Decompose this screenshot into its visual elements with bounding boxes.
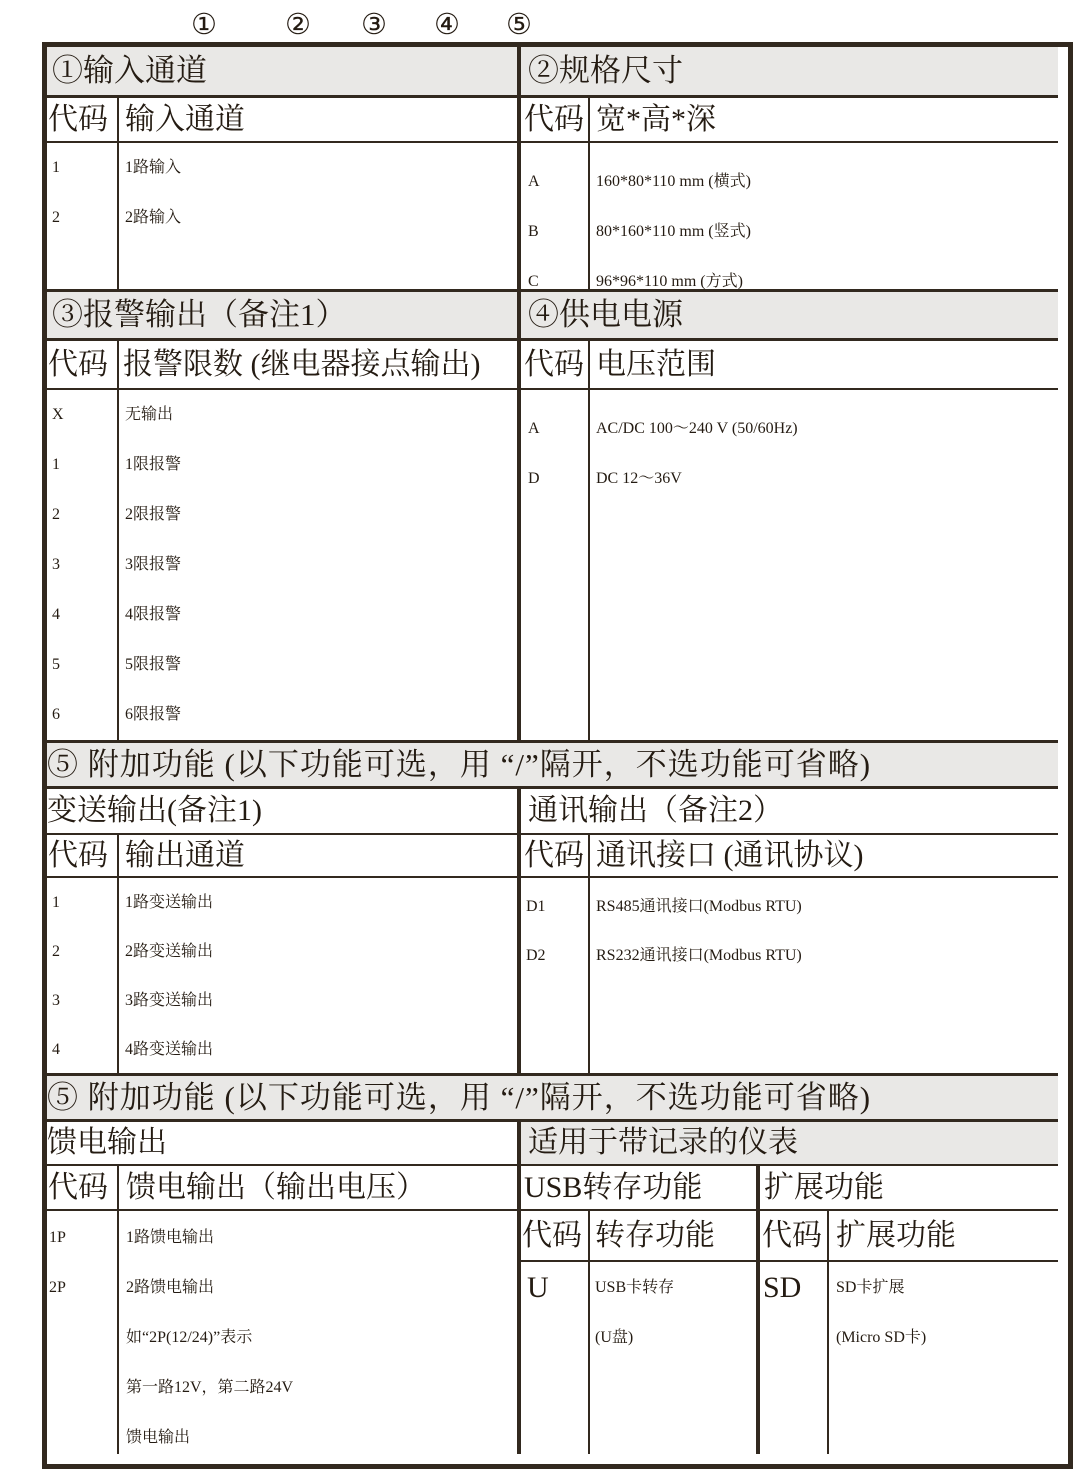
desc-cell: 无输出 — [125, 406, 174, 423]
section1-desc-header: 输入通道 — [125, 103, 245, 136]
section3-code-column — [52, 390, 64, 740]
desc-cell: AC/DC 100～240 V (50/60Hz) — [596, 420, 798, 437]
ext-desc-cell — [836, 1263, 926, 1363]
section4-code-header: 代码 — [524, 348, 584, 381]
comm-desc-column — [596, 882, 802, 980]
code-cell: A — [528, 173, 540, 190]
addon-banner-2: ⑤ 附加功能 (以下功能可选，用 “/”隔开，不选功能可省略) — [47, 1080, 872, 1115]
grid-line — [517, 1119, 521, 1454]
ext-table-title: 扩展功能 — [764, 1171, 884, 1204]
code-cell: 1 — [52, 456, 60, 473]
circled-marker-2: ② — [285, 9, 311, 41]
grid-line — [117, 341, 119, 740]
section2-desc-header: 宽*高*深 — [596, 103, 716, 136]
transmit-subtitle: 变送输出(备注1) — [47, 794, 262, 827]
loop-power-desc-header: 馈电输出（输出电压） — [126, 1171, 426, 1204]
desc-cell: 4路变送输出 — [125, 1041, 214, 1058]
grid-line — [47, 141, 1058, 143]
transmit-desc-column — [125, 878, 213, 1074]
desc-cell: 2路输入 — [125, 209, 182, 226]
code-cell: B — [528, 223, 539, 240]
code-cell: 5 — [52, 656, 60, 673]
code-cell: 4 — [52, 1041, 60, 1058]
desc-line: (Micro SD卡) — [836, 1329, 927, 1346]
section4-title: ④供电电源 — [528, 297, 683, 332]
transmit-code-column — [52, 878, 60, 1074]
desc-cell: DC 12～36V — [596, 470, 682, 487]
code-cell: 2 — [52, 943, 60, 960]
code-cell: 2 — [52, 209, 60, 226]
grid-line — [827, 1211, 829, 1454]
code-cell: 1 — [52, 159, 60, 176]
section2-desc-column — [596, 157, 751, 307]
grid-line — [756, 1164, 760, 1454]
desc-cell: 2路馈电输出 — [126, 1279, 215, 1296]
grid-line — [117, 98, 119, 289]
desc-line: (U盘) — [595, 1329, 634, 1346]
desc-cell: 如“2P(12/24)”表示 — [126, 1329, 253, 1346]
usb-code-cell: U — [527, 1271, 549, 1304]
circled-marker-5: ⑤ — [506, 9, 532, 41]
ext-code-cell: SD — [763, 1271, 802, 1304]
code-cell: 2P — [49, 1279, 66, 1296]
usb-table-title: USB转存功能 — [524, 1171, 703, 1204]
desc-cell: 2路变送输出 — [125, 943, 214, 960]
circled-marker-4: ④ — [434, 9, 460, 41]
section3-code-header: 代码 — [48, 348, 108, 381]
transmit-code-header: 代码 — [48, 839, 108, 872]
desc-cell: 5限报警 — [125, 656, 182, 673]
code-cell: 1 — [52, 894, 60, 911]
grid-line — [517, 786, 521, 1073]
section3-title: ③报警输出（备注1） — [52, 297, 347, 332]
usb-desc-cell — [595, 1263, 674, 1363]
addon-banner-1: ⑤ 附加功能 (以下功能可选，用 “/”隔开，不选功能可省略) — [47, 747, 872, 782]
circled-marker-1: ① — [191, 9, 217, 41]
grid-line — [117, 835, 119, 1073]
loop-power-code-header: 代码 — [48, 1171, 108, 1204]
recorder-subtitle: 适用于带记录的仪表 — [528, 1126, 798, 1159]
code-cell: X — [52, 406, 64, 423]
desc-cell: 1路变送输出 — [125, 894, 214, 911]
section2-code-column — [528, 157, 540, 307]
section1-code-header: 代码 — [48, 103, 108, 136]
desc-cell: 2限报警 — [125, 506, 182, 523]
circled-marker-3: ③ — [361, 9, 387, 41]
usb-desc-header: 转存功能 — [595, 1219, 715, 1252]
comm-desc-header: 通讯接口 (通讯协议) — [596, 839, 864, 872]
grid-line — [588, 1211, 590, 1454]
code-cell: A — [528, 420, 540, 437]
ext-code-header: 代码 — [762, 1219, 822, 1252]
desc-cell: 4限报警 — [125, 606, 182, 623]
section1-code-column — [52, 143, 60, 243]
desc-cell: 1限报警 — [125, 456, 182, 473]
comm-code-column — [526, 882, 546, 980]
grid-line — [588, 341, 590, 740]
section3-desc-column — [125, 390, 181, 740]
code-cell: 3 — [52, 992, 60, 1009]
section2-title: ②规格尺寸 — [528, 53, 683, 88]
grid-line — [517, 47, 521, 740]
code-cell: 1P — [49, 1229, 66, 1246]
code-cell: 4 — [52, 606, 60, 623]
desc-cell: 160*80*110 mm (横式) — [596, 173, 751, 190]
code-cell: D — [528, 470, 540, 487]
section3-desc-header: 报警限数 (继电器接点输出) — [123, 348, 481, 381]
loop-power-subtitle: 馈电输出 — [47, 1126, 167, 1159]
grid-line — [588, 98, 590, 289]
code-cell: 3 — [52, 556, 60, 573]
code-cell: D1 — [526, 898, 546, 915]
desc-cell: 3限报警 — [125, 556, 182, 573]
desc-cell: 6限报警 — [125, 706, 182, 723]
section4-desc-header: 电压范围 — [596, 348, 716, 381]
comm-subtitle: 通讯输出（备注2） — [528, 794, 783, 827]
section2-code-header: 代码 — [524, 103, 584, 136]
code-cell: 6 — [52, 706, 60, 723]
desc-cell: 1路馈电输出 — [126, 1229, 215, 1246]
desc-cell: RS485通讯接口(Modbus RTU) — [596, 898, 802, 915]
desc-cell: RS232通讯接口(Modbus RTU) — [596, 947, 802, 964]
desc-line: SD卡扩展 — [836, 1279, 905, 1296]
desc-cell: 1路输入 — [125, 159, 182, 176]
grid-line — [519, 1260, 1058, 1262]
loop-power-desc-column — [126, 1213, 293, 1463]
section4-code-column — [528, 404, 540, 504]
loop-power-code-column — [49, 1213, 66, 1313]
desc-cell: 80*160*110 mm (竖式) — [596, 223, 751, 240]
usb-code-header: 代码 — [522, 1219, 582, 1252]
desc-cell: 3路变送输出 — [125, 992, 214, 1009]
section1-title: ①输入通道 — [52, 53, 207, 88]
desc-cell: 馈电输出 — [126, 1429, 191, 1446]
section1-desc-column — [125, 143, 181, 243]
desc-cell: 96*96*110 mm (方式) — [596, 273, 743, 290]
code-cell: 2 — [52, 506, 60, 523]
grid-line — [588, 835, 590, 1073]
ext-desc-header: 扩展功能 — [836, 1219, 956, 1252]
code-cell: C — [528, 273, 539, 290]
desc-line: USB卡转存 — [595, 1279, 675, 1296]
grid-line — [117, 1166, 119, 1454]
comm-code-header: 代码 — [524, 839, 584, 872]
grid-line — [47, 388, 1058, 390]
code-cell: D2 — [526, 947, 546, 964]
section4-desc-column — [596, 404, 798, 504]
transmit-desc-header: 输出通道 — [125, 839, 245, 872]
desc-cell: 第一路12V，第二路24V — [126, 1379, 294, 1396]
